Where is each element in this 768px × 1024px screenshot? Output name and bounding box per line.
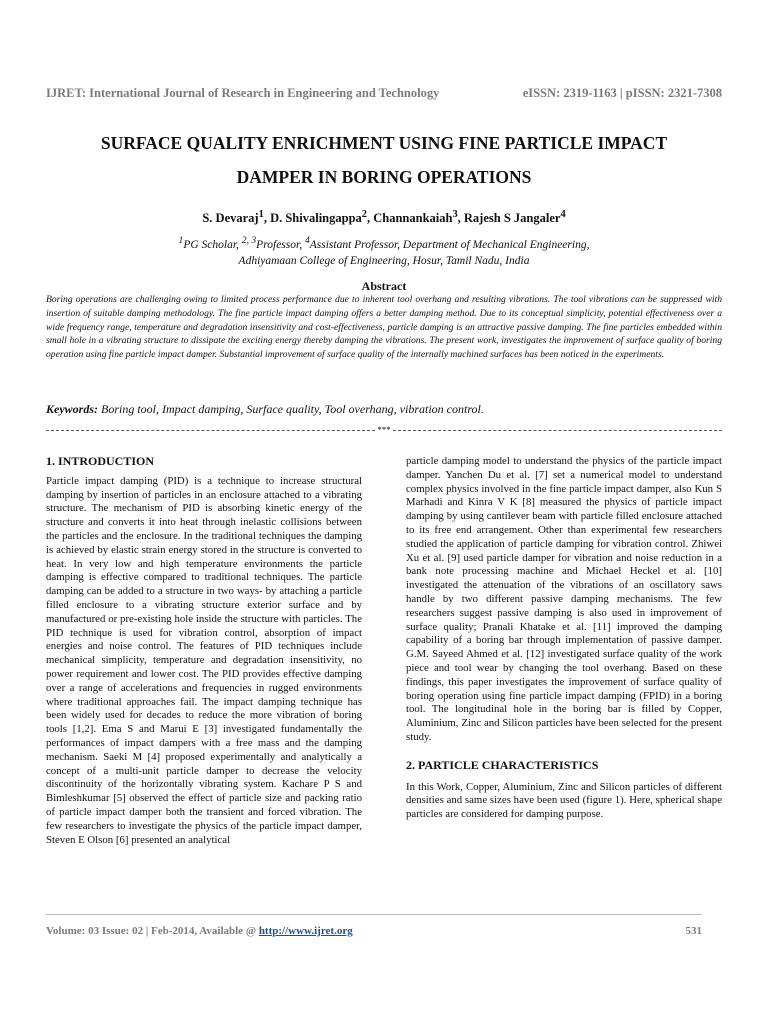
separator-dash-left	[46, 430, 375, 431]
affil-sup-2: 2, 3	[241, 235, 257, 246]
affil-role-3: Assistant Professor, Department of Mechanical Engineering,	[309, 238, 590, 251]
footer-rule	[46, 914, 702, 915]
section-1-heading: 1. INTRODUCTION	[46, 454, 155, 468]
keywords-label: Keywords:	[46, 402, 98, 416]
running-header	[46, 86, 722, 101]
separator-stars: ***	[377, 425, 391, 435]
abstract-heading: Abstract	[361, 279, 407, 293]
page-number: 531	[685, 925, 702, 937]
author-list: S. Devaraj$^1$, D. Shivalingappa$^2$, Channankaiah$^3$, Rajesh S Jangaler$^4$	[202, 209, 566, 226]
issn-info: eISSN: 2319-1163 | pISSN: 2321-7308	[522, 86, 722, 100]
author-2-sup: 2	[361, 209, 367, 220]
page-footer	[46, 925, 702, 937]
affil-role-2: Professor,	[256, 238, 305, 251]
title-line-2: DAMPER IN BORING OPERATIONS	[236, 167, 532, 187]
affiliation-line-2: Adhiyamaan College of Engineering, Hosur, Tamil Nadu, India	[238, 254, 530, 267]
footer-volume-text: Volume: 03 Issue: 02 | Feb-2014, Available @	[46, 925, 259, 937]
author-4: Rajesh S Jangaler	[463, 211, 561, 226]
author-2: D. Shivalingappa	[270, 211, 362, 226]
author-1: S. Devaraj	[202, 211, 259, 226]
footer-volume-info	[46, 925, 353, 937]
abstract-text: Boring operations are challenging owing to limited process performance due to inherent tool overhang and resulting vibrations. The tool vibrations can be suppressed with insertion of suitable damping methodology. The fine particle impact damping offers a better damping method. Due to its conceptual simplicity, potential effectiveness over a wide frequency range, temperature and degradation insensitivity and cost-effectiveness, particle damping is an attractive passive damping. The fine particles embedded within small hole in a vibrating structure to dissipate the exciting energy thereby damping the vibrations. The present work, investigates the improvement of surface quality of boring operation using fine particle impact damper. Substantial improvement of surface quality of the internally machined surfaces has been noticed in the experiments.	[46, 294, 722, 361]
keywords-text: Boring tool, Impact damping, Surface quality, Tool overhang, vibration control.	[101, 402, 484, 416]
section-2-text: In this Work, Copper, Aluminium, Zinc and Silicon particles of different densities and same sizes have been used (figure 1). Here, spherical shape particles are considered for damping purpose.	[406, 780, 722, 821]
journal-link[interactable]: http://www.ijret.org	[258, 925, 353, 937]
author-4-sup: 4	[560, 209, 566, 220]
affil-role-1: PG Scholar,	[183, 238, 242, 251]
affiliation	[40, 233, 728, 269]
section-1-text: Particle impact damping (PID) is a technique to increase structural damping by insertion of particles in an enclosure attached to a vibrating structure. The mechanism of PID is absorbing kinetic energy of the structure and converts it into heat through inelastic collisions between the particles and the enclosure. In the traditional techniques the damping is achieved by elastic strain energy stored in the structure is converted to heat. In very low and high temperature environments the particle damping is effective compared to traditional techniques. The particle damping can be added to a structure in two ways- by attaching a particle filled enclosure to a vibrating structure exterior surface and by manufactured or pre-existing hole inside the structure with particles. The PID technique is used for vibration control, absorption of impact energies and noise control. The features of PID techniques include mechanical simplicity, temperature and degradation insensitivity, no power requirement and lower cost. The PID provides effective damping over a range of accelerations and frequencies in rugged environments where traditional approaches fail. The impact damping technique has been widely used for decades to reduce the more vibration of boring tools [1,2]. Ema S and Marui E [3] investigated fundamentally the performances of impact dampers with a free mass and the damping mechanism. Saeki M [4] proposed experimentally and analytically a concept of a multi-unit particle damper to decrease the velocity discontinuity of the horizontally vibrating system. Kachare P S and Bimleshkumar [5] observed the effect of particle size and packing ratio of particle impact damper both the transient and forced vibration. The few researchers to investigate the physics of the particle impact damper, Steven E Olson [6] presented an analytical	[46, 474, 362, 846]
title-line-1: SURFACE QUALITY ENRICHMENT USING FINE PARTICLE IMPACT	[100, 133, 668, 153]
left-column	[46, 455, 362, 847]
section-separator	[46, 425, 722, 435]
section-1-continued-text: particle damping model to understand the physics of the particle impact damper. Yanchen Du et al. [7] set a numerical model to understand complex physics involved in the fine particle impact damper, also Kun S Marhadi and Kinra V K [8] measured the physics of particle impact damping by using cantilever beam with particle filled enclosure attached to its free end arrangement. Other than experimental few researchers studied the application of particle damping for vibration control. Zhiwei Xu et al. [9] used particle damper for vibration and noise reduction in a bank note processing machine and Michael Heckel et al. [10] investigated the attenuation of the vibrations of an oscillatory saws handle by two different passive damping mechanisms. The few researchers suggest passive damping is also used in improvement of surface quality; Pranali Khatake et al. [11] improved the damping capability of a boring bar through implementation of passive damper. G.M. Sayeed Ahmed et al. [12] investigated surface quality of the work piece and tool wear by changing the tool overhang. Based on these findings, this paper investigates the improvement of surface quality of boring operation using fine particle impact damping (FPID) in a boring tool. The longitudinal hole in the boring bar is filled by Copper, Aluminium, Zinc and Silicon particles have been selected for the present study.	[406, 455, 722, 743]
journal-name: IJRET: International Journal of Research in Engineering and Technology	[46, 86, 440, 100]
affil-sup-3: 4	[304, 235, 310, 246]
author-3-sup: 3	[452, 209, 458, 220]
right-column	[406, 455, 722, 822]
section-2-heading: 2. PARTICLE CHARACTERISTICS	[406, 757, 599, 772]
author-3: Channankaiah	[373, 211, 453, 226]
author-1-sup: 1	[258, 209, 264, 220]
separator-dash-right	[393, 430, 722, 431]
keywords	[46, 402, 722, 417]
affiliation-line-1	[40, 233, 728, 253]
affil-sup-1: 1	[178, 235, 184, 246]
paper-title	[40, 126, 728, 194]
